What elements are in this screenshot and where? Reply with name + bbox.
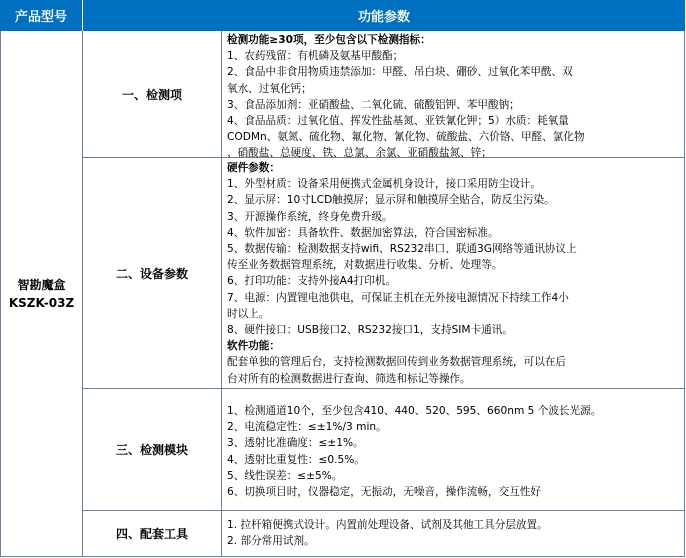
section-title-device-params: 二、设备参数	[83, 158, 222, 389]
module-line: 5、线性误差：≤±5%。	[227, 469, 343, 482]
model-code: KSZK-03Z	[8, 295, 75, 310]
hardware-line: 4、软件加密：具备软件、数据加密算法，符合国密标准。	[227, 226, 499, 239]
detection-line: 4、食品品质：过氧化值、挥发性盐基氮、亚铁氰化钾；5）水质：耗氧量	[227, 115, 569, 128]
module-line: 3、透射比准确度：≤±1%。	[227, 437, 364, 450]
model-column-header: 产品型号	[0, 0, 83, 31]
accessory-line: 1. 拉杆箱便携式设计。内置前处理设备、试剂及其他工具分层放置。	[227, 519, 548, 531]
detection-line: 1、农药残留：有机磷及氨基甲酸酯；	[227, 50, 404, 63]
hardware-line: 2、显示屏：10寸LCD触摸屏；显示屏和触摸屏全贴合，防反尘污染。	[227, 194, 555, 207]
section-content-detection-module	[222, 389, 685, 511]
hardware-line: 时以上。	[227, 307, 270, 320]
hardware-line: 1、外型材质：设备采用便携式金属机身设计，接口采用防尘设计。	[227, 178, 541, 191]
hardware-line: 5、数据传输：检测数据支持wifi、RS232串口、联通3G网络等通讯协议上	[227, 243, 577, 256]
model-cell	[0, 31, 83, 557]
section-title-detection-items: 一、检测项	[83, 31, 222, 158]
accessory-line: 2. 部分常用试剂。	[227, 535, 315, 548]
module-line: 2、电流稳定性：≤±1%/3 min。	[227, 421, 387, 434]
hardware-line: 8、硬件接口：USB接口2、RS232接口1，支持SIM卡通讯。	[227, 324, 513, 337]
software-line: 台对所有的检测数据进行查询、筛选和标记等操作。	[227, 372, 471, 385]
module-line: 1、检测通道10个，至少包含410、440、520、595、660nm 5 个波长光源。	[227, 405, 602, 417]
hardware-line: 传至业务数据管理系统，对数据进行收集、分析、处理等。	[227, 259, 503, 272]
detection-line: 氧水、过氧化钙；	[227, 82, 312, 95]
software-title: 软件功能：	[227, 340, 280, 353]
module-line: 6、切换项目时，仪器稳定，无振动，无噪音，操作流畅，交互性好	[227, 486, 541, 499]
detection-line: 3、食品添加剂：亚硝酸盐、二氧化硫、硫酸铝钾、苯甲酸钠；	[227, 98, 520, 111]
section-title-accessories: 四、配套工具	[83, 511, 222, 557]
hardware-line: 7、电源：内置锂电池供电，可保证主机在无外接电源情况下持续工作4小	[227, 291, 569, 304]
section-content-detection-items	[222, 31, 685, 158]
section-title-detection-module: 三、检测模块	[83, 389, 222, 511]
section-content-accessories	[222, 511, 685, 557]
hardware-line: 6、打印功能：支持外接A4打印机。	[227, 275, 397, 288]
section-content-device-params	[222, 158, 685, 389]
detection-line: 2、食品中非食用物质违禁添加：甲醛、吊白块、硼砂、过氧化苯甲酰、双	[227, 66, 573, 79]
hardware-title: 硬件参数：	[227, 162, 280, 174]
model-name: 智勘魔盒	[17, 277, 66, 292]
function-column-header: 功能参数	[83, 0, 685, 31]
hardware-line: 3、开源操作系统，终身免费升级。	[227, 210, 393, 223]
detection-line: 、硝酸盐、总硬度、铁、总氯、余氯、亚硝酸盐氮、锌；	[227, 147, 492, 160]
software-line: 配套单独的管理后台，支持检测数据回传到业务数据管理系统，可以在后	[227, 356, 566, 369]
detection-line: CODMn、氨氮、硫化物、氟化物、氰化物、硫酸盐、六价铬、甲醛、氯化物	[227, 131, 585, 144]
module-line: 4、透射比重复性：≤0.5%。	[227, 453, 365, 466]
detection-intro: 检测功能≥30项，至少包含以下检测指标：	[227, 34, 431, 46]
